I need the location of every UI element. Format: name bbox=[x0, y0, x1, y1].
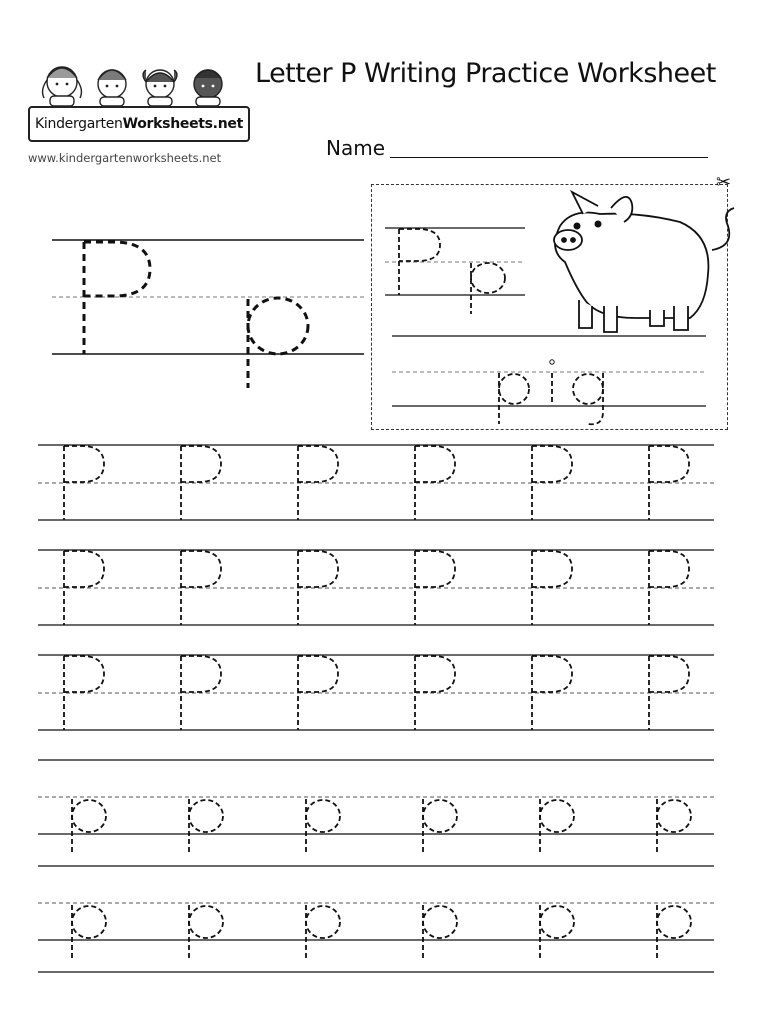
trace-lower-p[interactable] bbox=[540, 799, 574, 855]
logo-prefix: Kindergarten bbox=[35, 116, 123, 132]
trace-lower-p[interactable] bbox=[657, 799, 691, 855]
example-upper-p bbox=[84, 242, 150, 354]
name-field[interactable] bbox=[390, 157, 708, 158]
trace-upper-p[interactable] bbox=[298, 446, 338, 520]
trace-lower-p[interactable] bbox=[540, 905, 574, 961]
trace-upper-p[interactable] bbox=[64, 551, 104, 625]
lowercase-practice-row[interactable] bbox=[38, 797, 714, 866]
trace-upper-p[interactable] bbox=[649, 656, 689, 730]
trace-lower-p[interactable] bbox=[657, 905, 691, 961]
page-title: Letter P Writing Practice Worksheet bbox=[255, 58, 716, 89]
uppercase-practice-row[interactable] bbox=[38, 550, 714, 625]
practice-rows bbox=[38, 445, 714, 972]
trace-lower-p[interactable] bbox=[72, 905, 106, 961]
lowercase-practice-row[interactable] bbox=[38, 903, 714, 972]
logo bbox=[28, 106, 250, 142]
trace-lower-p[interactable] bbox=[306, 799, 340, 855]
name-label: Name bbox=[326, 136, 386, 160]
trace-upper-p[interactable] bbox=[298, 551, 338, 625]
trace-lower-p[interactable] bbox=[189, 799, 223, 855]
trace-lower-p[interactable] bbox=[189, 905, 223, 961]
cut-out-card bbox=[371, 184, 728, 430]
trace-upper-p[interactable] bbox=[532, 446, 572, 520]
trace-upper-p[interactable] bbox=[181, 446, 221, 520]
site-url: www.kindergartenworksheets.net bbox=[28, 151, 222, 165]
example-large-letters bbox=[52, 240, 364, 388]
trace-upper-p[interactable] bbox=[532, 656, 572, 730]
trace-upper-p[interactable] bbox=[64, 656, 104, 730]
trace-lower-p[interactable] bbox=[72, 799, 106, 855]
trace-upper-p[interactable] bbox=[181, 656, 221, 730]
trace-upper-p[interactable] bbox=[415, 656, 455, 730]
trace-upper-p[interactable] bbox=[181, 551, 221, 625]
uppercase-practice-row[interactable] bbox=[38, 655, 714, 730]
trace-lower-p[interactable] bbox=[306, 905, 340, 961]
trace-upper-p[interactable] bbox=[415, 446, 455, 520]
example-lower-p bbox=[248, 298, 308, 388]
trace-upper-p[interactable] bbox=[298, 656, 338, 730]
trace-lower-p[interactable] bbox=[423, 799, 457, 855]
scissors-icon: ✂ bbox=[716, 172, 732, 193]
trace-upper-p[interactable] bbox=[532, 551, 572, 625]
logo-suffix: Worksheets.net bbox=[122, 116, 243, 132]
trace-upper-p[interactable] bbox=[64, 446, 104, 520]
trace-lower-p[interactable] bbox=[423, 905, 457, 961]
trace-upper-p[interactable] bbox=[649, 446, 689, 520]
trace-upper-p[interactable] bbox=[649, 551, 689, 625]
uppercase-practice-row[interactable] bbox=[38, 445, 714, 520]
trace-upper-p[interactable] bbox=[415, 551, 455, 625]
